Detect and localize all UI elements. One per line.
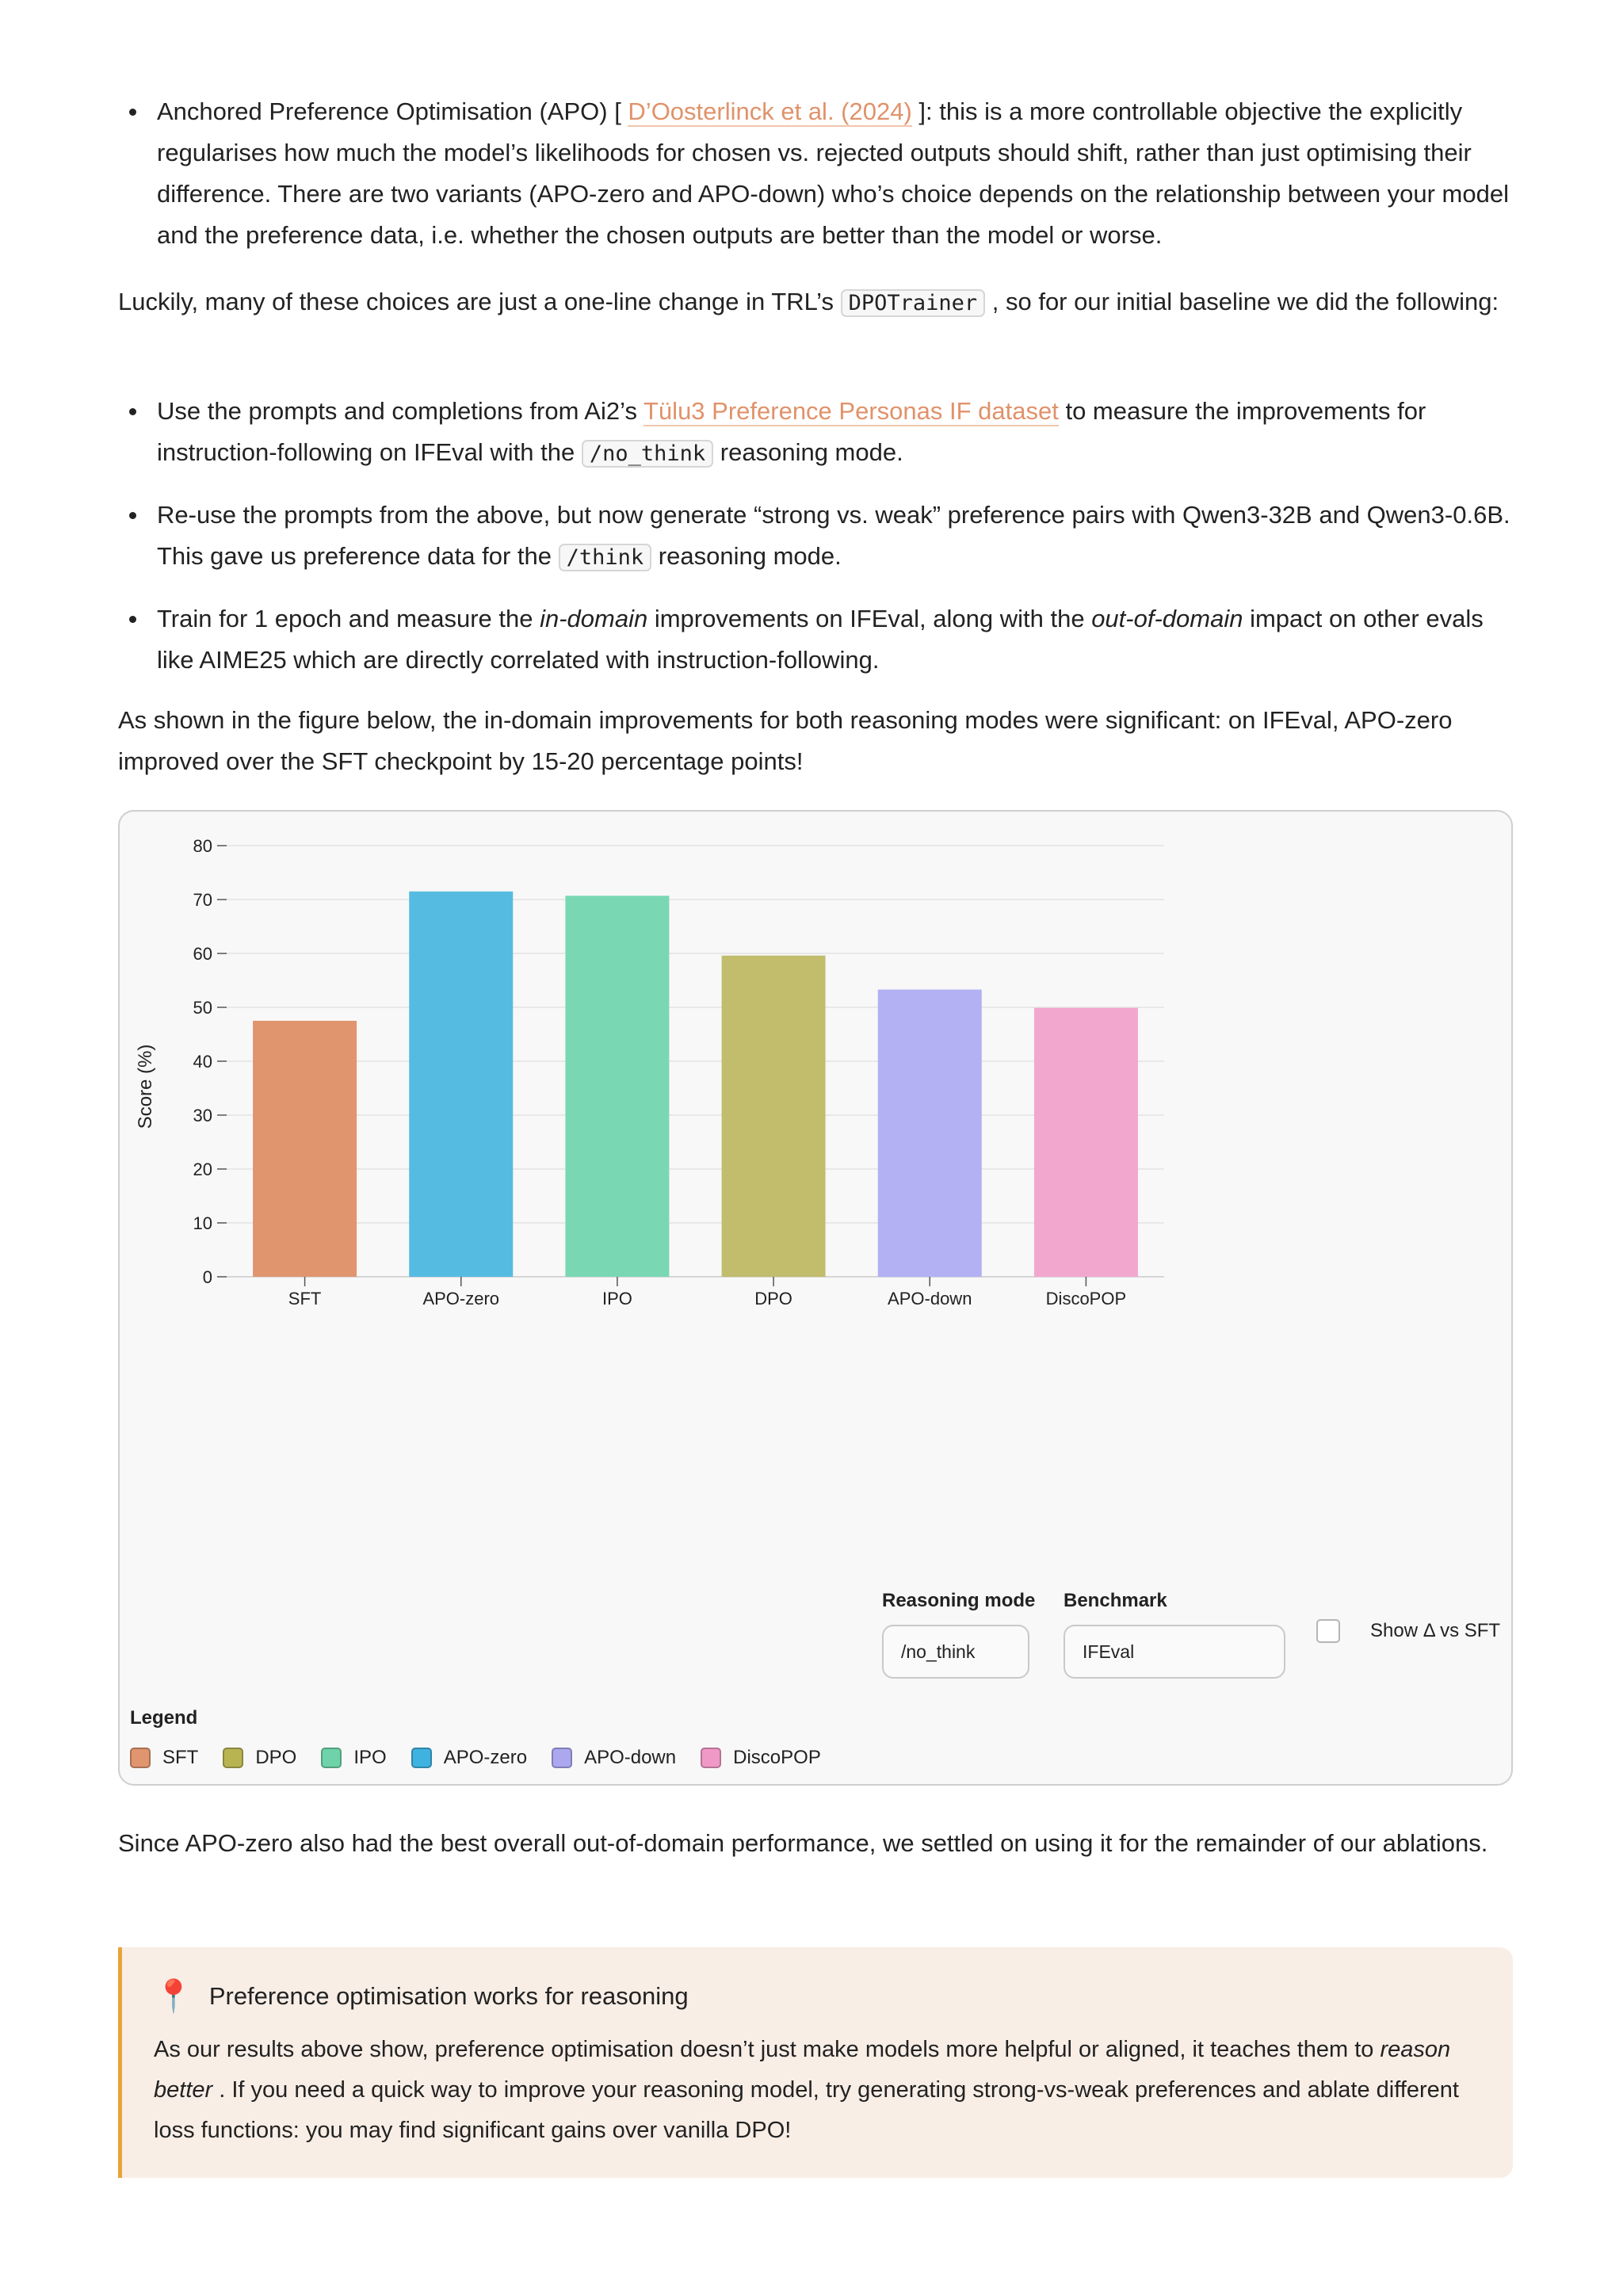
- x-tick-label: APO-down: [888, 1289, 972, 1308]
- bar-ipo: [565, 896, 669, 1277]
- paragraph-text: Luckily, many of these choices are just a one-line change in TRL’s: [118, 288, 841, 315]
- x-tick-label: SFT: [288, 1289, 322, 1308]
- list-item: [118, 391, 1513, 475]
- bullet-text: Train for 1 epoch and measure the: [157, 605, 540, 632]
- y-tick-label: 50: [193, 998, 212, 1018]
- bar-apo-down: [878, 990, 982, 1277]
- legend-swatch: [130, 1748, 151, 1768]
- y-tick-label: 40: [193, 1052, 212, 1072]
- legend: [130, 1747, 846, 1769]
- legend-swatch: [321, 1748, 342, 1768]
- bullet-text: ]: this is a more controllable objective the explicitly regularises how much the model’s likelihoods for chosen vs. rejected outputs should shift, rather than just optimising their difference. There are two variants (APO-zero and APO-down) who’s choice depends on the relationship between your model and the preference data, i.e. whether the chosen outputs are better than the model or worse.: [157, 97, 1509, 249]
- y-tick-label: 70: [193, 890, 212, 910]
- legend-item: [130, 1747, 198, 1769]
- emphasis: out-of-domain: [1091, 605, 1243, 632]
- y-tick-label: 60: [193, 944, 212, 964]
- legend-item: [701, 1747, 821, 1769]
- reasoning-mode-select[interactable]: /no_think: [882, 1625, 1029, 1679]
- bullet-text: Re-use the prompts from the above, but now generate “strong vs. weak” preference pairs with Qwen3-32B and Qwen3-0.6B. This gave us preference data for the: [157, 501, 1510, 570]
- x-tick-label: APO-zero: [422, 1289, 500, 1308]
- bullet-text: impact on other evals like AIME25 which are directly correlated with instruction-following.: [157, 605, 1484, 674]
- legend-title: Legend: [130, 1707, 198, 1729]
- y-tick-label: 80: [193, 836, 212, 856]
- chart-widget: [118, 810, 1513, 1786]
- legend-swatch: [701, 1748, 721, 1768]
- pin-icon: 📍: [154, 1979, 193, 2014]
- emphasis: reason better: [154, 2037, 1451, 2103]
- paragraph: As shown in the figure below, the in-domain improvements for both reasoning modes were significant: on IFEval, APO-zero improved over the SFT checkpoint by 15-20 percentage points!: [118, 706, 1453, 775]
- legend-label: APO-zero: [443, 1747, 528, 1768]
- x-tick-label: IPO: [601, 1289, 632, 1308]
- callout-body: [154, 2030, 1493, 2151]
- legend-label: DiscoPOP: [733, 1747, 821, 1768]
- callout-text: . If you need a quick way to improve your reasoning model, try generating strong-vs-weak preferences and ablate different loss functions: you may find significant gains over vanilla DPO!: [154, 2077, 1459, 2143]
- paragraph: Since APO-zero also had the best overall out-of-domain performance, we settled on using it for the remainder of our ablations.: [118, 1829, 1488, 1857]
- show-delta-checkbox[interactable]: [1316, 1619, 1340, 1643]
- legend-label: IPO: [353, 1747, 387, 1768]
- callout-text: As our results above show, preference optimisation doesn’t just make models more helpful or aligned, it teaches them to: [154, 2037, 1381, 2062]
- bar-apo-zero: [409, 892, 513, 1277]
- legend-item: [223, 1747, 296, 1769]
- bar-discopop: [1034, 1008, 1138, 1277]
- bar-chart: [120, 812, 1511, 1668]
- bullet-text: improvements on IFEval, along with the: [647, 605, 1092, 632]
- callout-title-text: Preference optimisation works for reasoning: [208, 1981, 689, 2010]
- bullet-text: Use the prompts and completions from Ai2’s: [157, 397, 643, 425]
- benchmark-select[interactable]: IFEval: [1064, 1625, 1285, 1679]
- paragraph: [118, 281, 1513, 324]
- dataset-link[interactable]: Tülu3 Preference Personas IF dataset: [643, 397, 1059, 425]
- bullet-text: reasoning mode.: [651, 542, 842, 570]
- x-tick-label: DiscoPOP: [1045, 1289, 1127, 1308]
- y-tick-label: 10: [193, 1213, 212, 1233]
- inline-code: DPOTrainer: [841, 289, 986, 317]
- bullet-list-baseline: [118, 391, 1513, 681]
- y-tick-label: 20: [193, 1159, 212, 1179]
- emphasis: in-domain: [540, 605, 648, 632]
- bullet-text: Anchored Preference Optimisation (APO) [: [157, 97, 628, 125]
- list-item: [118, 91, 1513, 256]
- paragraph-text: , so for our initial baseline we did the following:: [985, 288, 1499, 315]
- legend-item: [321, 1747, 386, 1769]
- show-delta-label: Show Δ vs SFT: [1370, 1620, 1501, 1641]
- bullet-list-apo: [118, 91, 1513, 256]
- inline-code: /no_think: [582, 440, 713, 468]
- callout-note: [118, 1947, 1513, 2178]
- bullet-text: reasoning mode.: [713, 438, 903, 466]
- list-item: [118, 495, 1513, 579]
- legend-item: [552, 1747, 676, 1769]
- citation-link[interactable]: D’Oosterlinck et al. (2024): [628, 97, 912, 125]
- reasoning-mode-label: Reasoning mode: [882, 1590, 1036, 1611]
- legend-label: SFT: [162, 1747, 199, 1768]
- bullet-text: to measure the improvements for instruction-following on IFEval with the: [157, 397, 1426, 466]
- legend-label: APO-down: [584, 1747, 677, 1768]
- benchmark-label: Benchmark: [1064, 1590, 1167, 1611]
- legend-swatch: [223, 1748, 243, 1768]
- bar-dpo: [722, 956, 826, 1277]
- inline-code: /think: [559, 544, 652, 571]
- legend-label: DPO: [255, 1747, 297, 1768]
- y-tick-label: 0: [202, 1267, 212, 1287]
- x-tick-label: DPO: [754, 1289, 792, 1308]
- legend-swatch: [411, 1748, 432, 1768]
- legend-swatch: [552, 1748, 572, 1768]
- y-tick-label: 30: [193, 1106, 212, 1125]
- list-item: [118, 598, 1513, 681]
- legend-item: [411, 1747, 527, 1769]
- callout-title: [154, 1977, 689, 2015]
- y-axis-label: Score (%): [135, 1044, 156, 1129]
- bar-sft: [253, 1021, 357, 1277]
